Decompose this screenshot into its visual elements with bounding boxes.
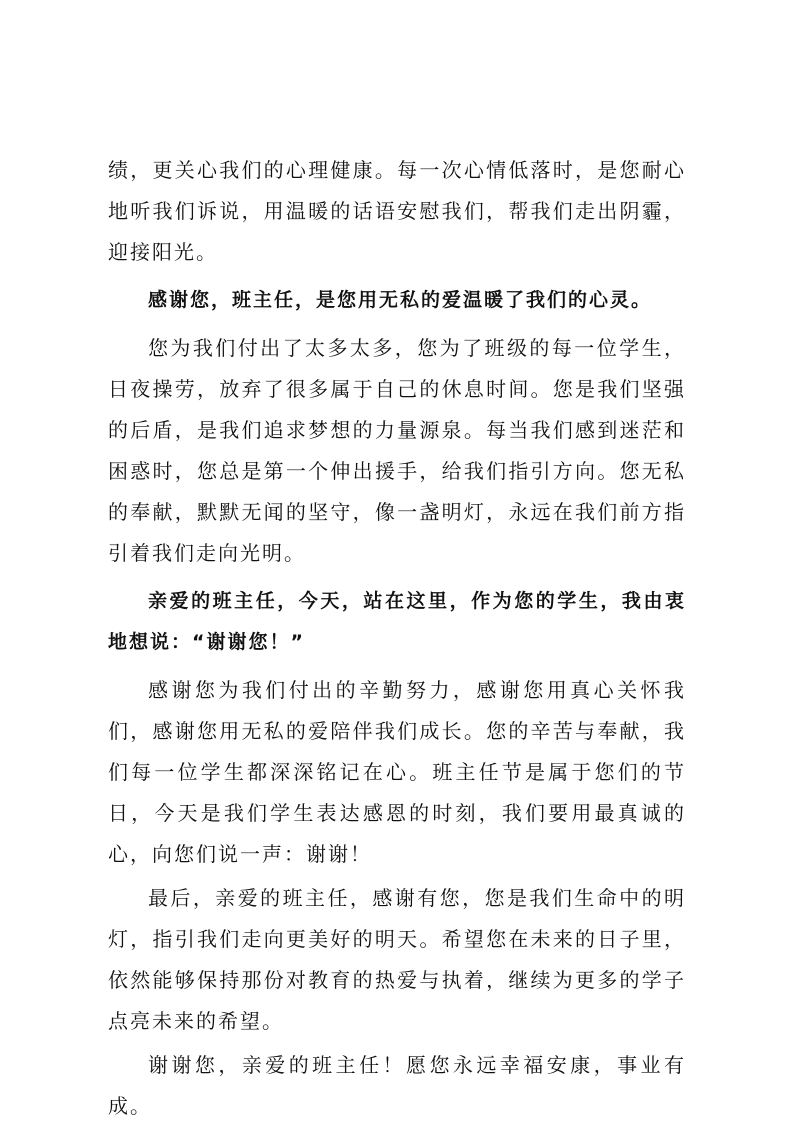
paragraph-closing: 最后，亲爱的班主任，感谢有您，您是我们生命中的明灯，指引我们走向更美好的明天。希望您在未来的日子里，依然能够保持那份对教育的热爱与执着，继续为更多的学子点亮未来的希望。 — [108, 886, 686, 1033]
paragraph-final-wish: 谢谢您，亲爱的班主任！愿您永远幸福安康，事业有成。 — [108, 1053, 686, 1118]
document-page — [108, 150, 686, 1130]
bold-paragraph-gratitude: 亲爱的班主任，今天，站在这里，作为您的学生，我由衷地想说：“谢谢您！” — [108, 590, 686, 653]
paragraph-thanks-effort: 感谢您为我们付出的辛勤努力，感谢您用真心关怀我们，感谢您用无私的爱陪伴我们成长。您的辛苦与奉献，我们每一位学生都深深铭记在心。班主任节是属于您们的节日，今天是我们学生表达感恩的时刻，我们要用最真诚的心，向您们说一声：谢谢！ — [108, 678, 686, 866]
paragraph-dedication: 您为我们付出了太多太多，您为了班级的每一位学生，日夜操劳，放弃了很多属于自己的休息时间。您是我们坚强的后盾，是我们追求梦想的力量源泉。每当我们感到迷茫和困惑时，您总是第一个伸出援手，给我们指引方向。您无私的奉献，默默无闻的坚守，像一盏明灯，永远在我们前方指引着我们走向光明。 — [108, 336, 686, 565]
bold-paragraph-thanks: 感谢您，班主任，是您用无私的爱温暖了我们的心灵。 — [148, 289, 653, 311]
paragraph-continuation: 绩，更关心我们的心理健康。每一次心情低落时，是您耐心地听我们诉说，用温暖的话语安慰我们，帮我们走出阴霾，迎接阳光。 — [108, 158, 686, 264]
